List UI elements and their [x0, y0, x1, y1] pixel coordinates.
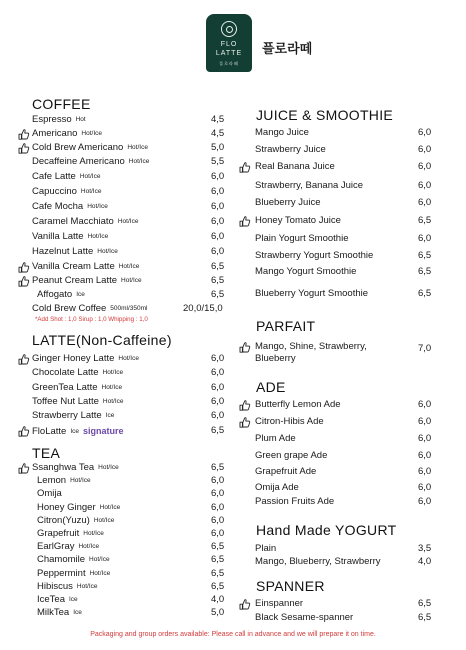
item-name — [32, 274, 142, 288]
item-price: 7,0 — [418, 343, 432, 354]
item-price: 6,0 — [418, 180, 432, 191]
hot-ice-tag: Hot/Ice — [81, 130, 103, 137]
tea-menu-item — [18, 593, 230, 607]
item-price: 6,0 — [211, 353, 225, 364]
item-name-text: Peanut Cream Latte — [32, 275, 118, 286]
item-name-text: Omija Ade — [255, 482, 299, 493]
item-name — [32, 215, 138, 229]
juice-menu-item — [237, 160, 437, 174]
ade-section-title: ADE — [256, 379, 286, 395]
item-name-text: Blueberry Yogurt Smoothie — [255, 288, 369, 299]
coffee-menu-item — [18, 288, 230, 302]
item-price: 6,0 — [211, 246, 225, 257]
item-name-text: Chocolate Latte — [32, 367, 99, 378]
item-name-text: Cold Brew Americano — [32, 142, 124, 153]
item-price: 6,5 — [211, 554, 225, 565]
item-name-text: Toffee Nut Latte — [32, 396, 99, 407]
item-price: 6,5 — [211, 425, 225, 436]
yogurt-menu-item — [237, 542, 437, 556]
item-name-text: Citron(Yuzu) — [37, 515, 90, 526]
item-price: 6,0 — [211, 216, 225, 227]
item-name-text: Grapefruit Ade — [255, 466, 317, 477]
hot-ice-tag: Hot/Ice — [121, 277, 142, 284]
item-name — [255, 465, 316, 479]
coffee-addon-note: *Add Shot : 1,0 Sirup : 1,0 Whipping : 1,0 — [35, 316, 148, 323]
item-name — [32, 200, 108, 214]
item-name-text: Espresso — [32, 114, 72, 125]
item-price: 20,0/15,0 — [183, 303, 223, 314]
item-name — [255, 179, 363, 193]
hot-ice-tag: Hot/Ice — [127, 144, 148, 151]
item-name — [255, 143, 326, 157]
yogurt-section-title: Hand Made YOGURT — [256, 522, 397, 538]
item-name-text: IceTea — [37, 594, 65, 605]
item-name-text: Strawberry, Banana Juice — [255, 180, 364, 191]
hot-ice-tag: Hot/Ice — [87, 203, 108, 210]
item-price: 6,0 — [211, 515, 225, 526]
coffee-menu-item — [18, 245, 230, 259]
item-name-text: Capuccino — [32, 186, 77, 197]
coffee-menu-item — [18, 274, 230, 288]
item-name-text: Cafe Latte — [32, 171, 76, 182]
item-price: 6,5 — [211, 581, 225, 592]
item-name-line2: Blueberry — [255, 353, 296, 364]
thumbs-up-recommend-icon — [239, 598, 251, 610]
item-name — [32, 155, 149, 169]
hot-ice-tag: Hot/Ice — [89, 556, 110, 563]
hot-ice-tag: Hot/Ice — [78, 543, 100, 550]
hot-ice-tag: Hot/Ice — [89, 570, 111, 577]
item-price: 6,0 — [418, 399, 432, 410]
item-name-text: Passion Fruits Ade — [255, 496, 335, 507]
item-price: 4,5 — [211, 114, 225, 125]
juice-menu-item — [237, 287, 437, 301]
hot-ice-tag: Hot/Ice — [101, 384, 123, 391]
item-name-text: Blueberry Juice — [255, 197, 321, 208]
item-name — [255, 287, 368, 301]
item-price: 6,0 — [211, 201, 225, 212]
item-name-text: Honey Ginger — [37, 502, 96, 513]
item-name-text: EarlGray — [37, 541, 75, 552]
item-name-text: Vanilla Cream Latte — [32, 261, 115, 272]
tea-menu-item — [18, 540, 230, 554]
thumbs-up-recommend-icon — [18, 142, 30, 154]
item-price: 6,0 — [211, 171, 225, 182]
hot-ice-tag: Ice — [69, 596, 78, 603]
item-name — [37, 593, 78, 607]
tea-menu-item — [18, 487, 230, 501]
hot-ice-tag: Hot/Ice — [83, 530, 104, 537]
item-name — [255, 432, 296, 446]
item-name — [255, 481, 299, 495]
tea-menu-item — [18, 567, 230, 581]
item-price: 6,0 — [211, 488, 225, 499]
item-price: 5,5 — [211, 156, 225, 167]
item-name — [32, 461, 119, 475]
signature-badge: signature — [83, 426, 124, 436]
item-price: 6,0 — [418, 127, 432, 138]
thumbs-up-recommend-icon — [18, 261, 30, 273]
item-name — [37, 553, 110, 567]
thumbs-up-recommend-icon — [239, 215, 251, 227]
item-name-text: Grapefruit — [37, 528, 80, 539]
item-price: 6,5 — [211, 289, 225, 300]
item-name — [32, 352, 139, 366]
item-price: 6,0 — [211, 382, 225, 393]
item-name-text: Caramel Macchiato — [32, 216, 114, 227]
item-price: 6,5 — [418, 598, 432, 609]
item-name — [37, 580, 98, 594]
hot-ice-tag: Hot/Ice — [118, 263, 140, 270]
item-name — [255, 232, 348, 246]
item-name — [37, 567, 110, 581]
item-name — [37, 527, 104, 541]
item-price: 6,5 — [418, 250, 432, 261]
item-price: 6,0 — [418, 416, 432, 427]
item-name — [32, 127, 102, 141]
item-price: 6,5 — [211, 568, 225, 579]
item-name-text: Vanilla Latte — [32, 231, 84, 242]
hot-ice-tag: Hot/Ice — [98, 464, 119, 471]
ade-menu-item — [237, 432, 437, 446]
item-price: 6,0 — [418, 466, 432, 477]
item-name-text: Chamomile — [37, 554, 86, 565]
item-name — [255, 415, 324, 429]
item-price: 6,5 — [211, 462, 225, 473]
item-name — [32, 409, 114, 423]
item-name-text: Strawberry Latte — [32, 410, 102, 421]
coffee-menu-item — [18, 155, 230, 169]
juice-menu-item — [237, 143, 437, 157]
item-name — [32, 366, 123, 380]
item-price: 6,0 — [418, 450, 432, 461]
item-price: 6,0 — [418, 482, 432, 493]
item-name — [32, 170, 100, 184]
item-name — [32, 381, 122, 395]
item-name-text: Honey Tomato Juice — [255, 215, 341, 226]
hot-ice-tag: Hot/Ice — [87, 233, 109, 240]
thumbs-up-recommend-icon — [239, 416, 251, 428]
item-name-text: Citron-Hibis Ade — [255, 416, 324, 427]
hot-ice-tag: Hot/Ice — [79, 173, 101, 180]
hot-ice-tag: Hot/Ice — [93, 517, 115, 524]
item-name — [255, 398, 341, 412]
juice-section-title: JUICE & SMOOTHIE — [256, 107, 394, 123]
item-name-text: Mango Juice — [255, 127, 309, 138]
juice-menu-item — [237, 179, 437, 193]
item-price: 6,0 — [418, 197, 432, 208]
hot-ice-tag: Hot/Ice — [70, 477, 91, 484]
item-name — [37, 514, 114, 528]
item-name — [255, 611, 353, 625]
item-name — [255, 160, 335, 174]
item-price: 6,0 — [418, 161, 432, 172]
item-name — [255, 265, 356, 279]
thumbs-up-recommend-icon — [18, 462, 30, 474]
thumbs-up-recommend-icon — [18, 275, 30, 287]
hot-ice-tag: Hot/Ice — [99, 504, 121, 511]
item-name — [255, 542, 276, 556]
tea-menu-item — [18, 606, 230, 620]
coffee-menu-item — [18, 230, 230, 244]
item-price: 6,5 — [418, 266, 432, 277]
item-name — [255, 449, 327, 463]
item-name-text: Real Banana Juice — [255, 161, 335, 172]
item-price: 6,5 — [211, 275, 225, 286]
coffee-menu-item — [18, 302, 230, 316]
item-price: 4,0 — [211, 594, 225, 605]
thumbs-up-recommend-icon — [18, 353, 30, 365]
item-price: 4,0 — [418, 556, 432, 567]
item-price: 5,0 — [211, 142, 225, 153]
item-name-text: Strawberry Yogurt Smoothie — [255, 250, 374, 261]
item-price: 6,0 — [211, 410, 225, 421]
thumbs-up-recommend-icon — [18, 128, 30, 140]
spanner-menu-item — [237, 597, 437, 611]
parfait-menu-item — [237, 340, 437, 366]
item-price: 6,0 — [418, 496, 432, 507]
item-name-text: Hazelnut Latte — [32, 246, 94, 257]
coffee-section-title: COFFEE — [32, 96, 91, 112]
ade-menu-item — [237, 495, 437, 509]
coffee-menu-item — [18, 260, 230, 274]
item-name — [32, 185, 101, 199]
item-name — [37, 606, 82, 620]
item-name-text: GreenTea Latte — [32, 382, 98, 393]
item-name-text: Ssanghwa Tea — [32, 462, 95, 473]
item-name — [32, 141, 148, 155]
item-price: 6,0 — [418, 144, 432, 155]
tea-menu-item — [18, 474, 230, 488]
latte-menu-item — [18, 395, 230, 409]
item-name — [37, 540, 99, 554]
thumbs-up-recommend-icon — [239, 399, 251, 411]
logo-text-kr: 플로라떼 — [219, 61, 239, 66]
ade-menu-item — [237, 481, 437, 495]
item-name-text: Plain Yogurt Smoothie — [255, 233, 349, 244]
item-name — [37, 288, 85, 302]
tea-section-title: TEA — [32, 445, 61, 461]
coffee-menu-item — [18, 185, 230, 199]
tea-menu-item — [18, 553, 230, 567]
juice-menu-item — [237, 232, 437, 246]
thumbs-up-recommend-icon — [239, 341, 251, 353]
item-name-text: Green grape Ade — [255, 450, 328, 461]
item-name-text: Affogato — [37, 289, 73, 300]
juice-menu-item — [237, 214, 437, 228]
item-name-text: Americano — [32, 128, 78, 139]
hot-ice-tag: Hot/Ice — [128, 158, 150, 165]
item-name — [32, 245, 118, 259]
coffee-menu-item — [18, 127, 230, 141]
ade-menu-item — [237, 415, 437, 429]
item-price: 6,5 — [211, 541, 225, 552]
item-name-text: Decaffeine Americano — [32, 156, 125, 167]
item-name-text: Cold Brew Coffee — [32, 303, 107, 314]
item-price: 6,5 — [418, 215, 432, 226]
hot-ice-tag: Hot/Ice — [80, 188, 102, 195]
hot-ice-tag: Hot/Ice — [102, 369, 124, 376]
hot-ice-tag: Ice — [70, 428, 79, 435]
item-name — [255, 555, 381, 569]
item-name-text: Hibiscus — [37, 581, 73, 592]
item-name — [32, 302, 148, 316]
tea-menu-item — [18, 527, 230, 541]
item-name-text: Butterfly Lemon Ade — [255, 399, 341, 410]
item-price: 6,0 — [418, 433, 432, 444]
spanner-section-title: SPANNER — [256, 578, 325, 594]
flower-logo-icon — [221, 21, 237, 37]
brand-name-korean: 플로라떼 — [262, 42, 313, 57]
ade-menu-item — [237, 398, 437, 412]
thumbs-up-recommend-icon — [18, 425, 30, 437]
hot-ice-tag: Ice — [76, 291, 85, 298]
item-name — [255, 597, 303, 611]
tea-menu-item — [18, 580, 230, 594]
item-price: 6,0 — [211, 475, 225, 486]
ade-menu-item — [237, 465, 437, 479]
latte-menu-item — [18, 409, 230, 423]
hot-ice-tag: Hot/Ice — [118, 355, 139, 362]
item-name-text: Plum Ade — [255, 433, 296, 444]
ade-menu-item — [237, 449, 437, 463]
item-price: 6,0 — [211, 186, 225, 197]
item-name-text: Plain — [255, 543, 277, 554]
item-price: 6,5 — [211, 261, 225, 272]
logo-text-flo: FLO — [220, 41, 238, 48]
hot-ice-tag: Hot — [75, 116, 86, 123]
item-price: 6,5 — [418, 612, 432, 623]
coffee-menu-item — [18, 170, 230, 184]
item-name — [255, 214, 341, 228]
item-name — [255, 126, 309, 140]
hot-ice-tag: Ice — [105, 412, 115, 419]
item-price: 6,0 — [211, 502, 225, 513]
item-name-line1: Mango, Shine, Strawberry, — [255, 341, 367, 352]
item-name — [37, 487, 62, 501]
item-name — [255, 249, 373, 263]
latte-menu-item — [18, 424, 230, 438]
hot-ice-tag: Ice — [73, 609, 82, 616]
hot-ice-tag: 500ml/350ml — [110, 305, 148, 312]
tea-menu-item — [18, 514, 230, 528]
hot-ice-tag: Hot/Ice — [97, 248, 118, 255]
item-name-text: Mango Yogurt Smoothie — [255, 266, 357, 277]
hot-ice-tag: Hot/Ice — [117, 218, 139, 225]
tea-menu-item — [18, 461, 230, 475]
hot-ice-tag: Hot/Ice — [76, 583, 98, 590]
item-name — [37, 474, 91, 488]
coffee-menu-item — [18, 141, 230, 155]
latte-menu-item — [18, 352, 230, 366]
item-name-text: Omija — [37, 488, 62, 499]
item-price: 6,0 — [211, 528, 225, 539]
coffee-menu-item — [18, 215, 230, 229]
juice-menu-item — [237, 196, 437, 210]
item-price: 3,5 — [418, 543, 432, 554]
item-name-text: Lemon — [37, 475, 67, 486]
thumbs-up-recommend-icon — [239, 161, 251, 173]
hot-ice-tag: Hot/Ice — [102, 398, 124, 405]
latte-menu-item — [18, 366, 230, 380]
item-price: 6,0 — [211, 367, 225, 378]
item-name — [32, 113, 86, 127]
item-name-text: Peppermint — [37, 568, 86, 579]
item-name-text: Black Sesame-spanner — [255, 612, 354, 623]
item-price: 6,5 — [418, 288, 432, 299]
juice-menu-item — [237, 249, 437, 263]
spanner-menu-item — [237, 611, 437, 625]
item-name — [32, 395, 124, 409]
item-name — [32, 230, 108, 244]
item-name — [32, 424, 124, 439]
logo-text-latte: LATTE — [215, 50, 243, 57]
yogurt-menu-item — [237, 555, 437, 569]
item-name-text: MilkTea — [37, 607, 70, 618]
tea-menu-item — [18, 501, 230, 515]
juice-menu-item — [237, 265, 437, 279]
item-name-text: FloLatte — [32, 426, 67, 437]
item-name — [37, 501, 120, 515]
latte-menu-item — [18, 381, 230, 395]
item-name — [255, 495, 334, 509]
parfait-section-title: PARFAIT — [256, 318, 316, 334]
item-price: 6,0 — [211, 396, 225, 407]
item-name-text: Strawberry Juice — [255, 144, 326, 155]
item-name — [255, 196, 320, 210]
coffee-menu-item — [18, 113, 230, 127]
item-name — [32, 260, 139, 274]
item-price: 5,0 — [211, 607, 225, 618]
flo-latte-logo — [206, 14, 252, 72]
juice-menu-item — [237, 126, 437, 140]
menu-header — [0, 12, 466, 80]
packaging-footer-note: Packaging and group orders available: Please call in advance and we will prepare it on time. — [90, 631, 376, 638]
item-price: 4,5 — [211, 128, 225, 139]
latte-section-title: LATTE(Non-Caffeine) — [32, 332, 172, 348]
item-price: 6,0 — [418, 233, 432, 244]
item-name-text: Einspanner — [255, 598, 304, 609]
coffee-menu-item — [18, 200, 230, 214]
item-price: 6,0 — [211, 231, 225, 242]
item-name-text: Ginger Honey Latte — [32, 353, 115, 364]
item-name-text: Cafe Mocha — [32, 201, 84, 212]
item-name-text: Mango, Blueberry, Strawberry — [255, 556, 381, 567]
